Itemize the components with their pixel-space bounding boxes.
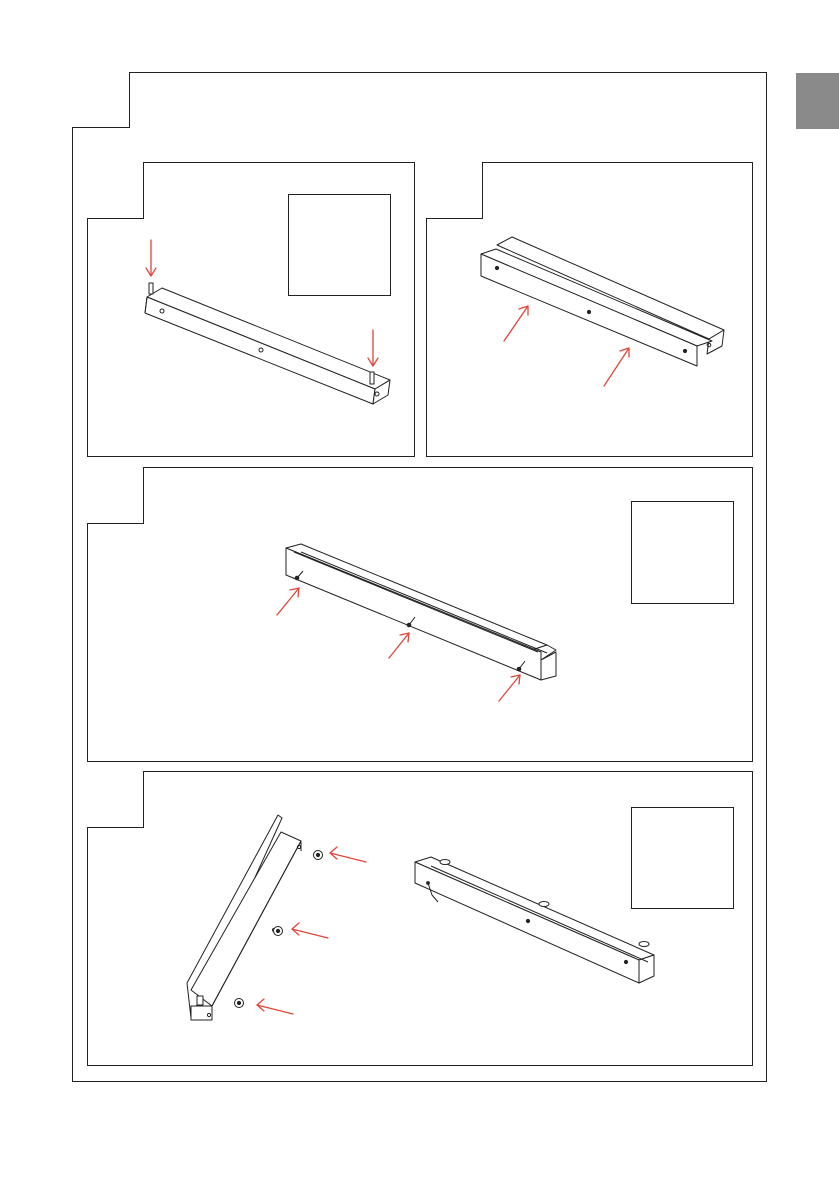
direction-arrow-icon [257, 999, 293, 1014]
wing-nut-icon [539, 902, 549, 907]
direction-arrow-icon [330, 847, 366, 862]
wing-nut-icon [314, 851, 323, 860]
wing-nut-icon [235, 999, 244, 1008]
wing-nut-icon [440, 860, 450, 865]
rail-d-right [415, 857, 654, 983]
rail-d-left [187, 815, 301, 1020]
wing-nut-icon [274, 927, 283, 936]
wing-nut-icon [639, 942, 649, 947]
direction-arrow-icon [292, 923, 328, 938]
